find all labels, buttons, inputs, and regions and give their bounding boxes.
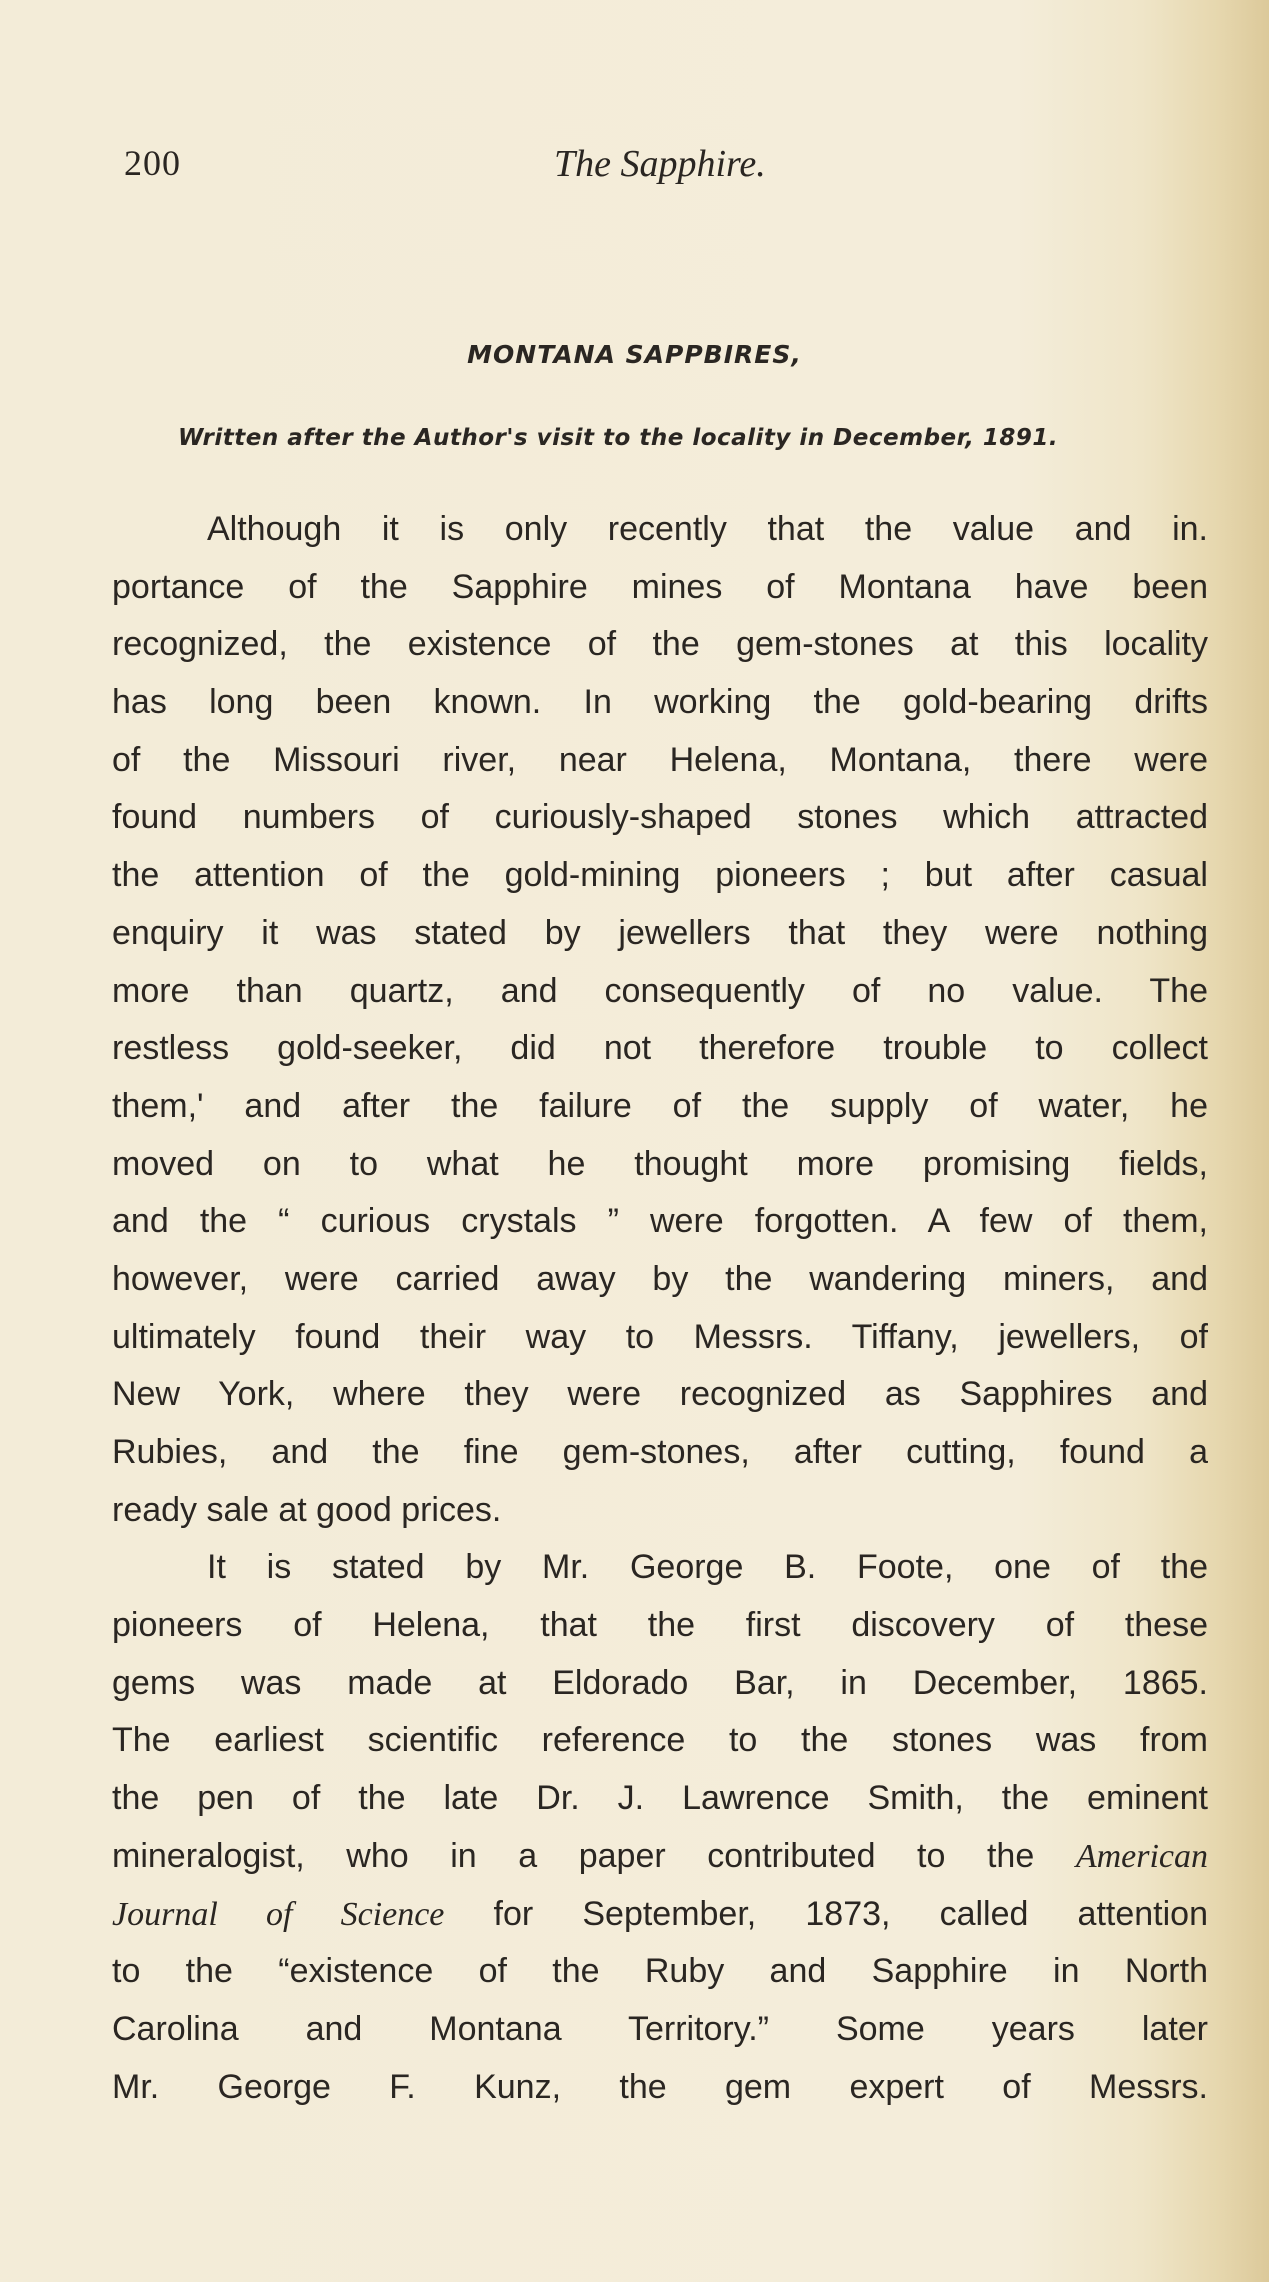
body-text <box>112 501 1208 2116</box>
text-run: mineralogist, who in a paper contributed to the <box>112 1836 1076 1875</box>
text-line <box>112 1886 1208 1944</box>
text-line: Mr. George F. Kunz, the gem expert of Messrs. <box>112 2067 1208 2106</box>
journal-title-italic: American <box>1075 1837 1208 1875</box>
text-line: found numbers of curiously-shaped stones which attracted <box>112 798 1208 837</box>
text-line: enquiry it was stated by jewellers that they were nothing <box>112 913 1208 952</box>
text-run: for September, 1873, called attention <box>444 1894 1208 1933</box>
text-line: recognized, the existence of the gem-stones at this locality <box>112 625 1208 664</box>
page-number: 200 <box>124 143 181 183</box>
text-line: The earliest scientific reference to the stones was from <box>112 1721 1208 1760</box>
text-line: more than quartz, and consequently of no value. The <box>112 971 1208 1010</box>
text-line: the attention of the gold-mining pioneers ; but after casual <box>112 856 1208 895</box>
text-line <box>112 1828 1208 1886</box>
running-head <box>124 142 1124 202</box>
text-line: and the “ curious crystals ” were forgotten. A few of them, <box>112 1202 1208 1241</box>
running-title: The Sapphire. <box>554 143 766 185</box>
journal-title-italic: Journal of Science <box>112 1895 445 1933</box>
text-line: restless gold-seeker, did not therefore trouble to collect <box>112 1029 1208 1068</box>
text-line: Carolina and Montana Territory.” Some years later <box>112 2009 1208 2048</box>
text-line: ultimately found their way to Messrs. Tiffany, jewellers, of <box>112 1317 1208 1356</box>
text-line: to the “existence of the Ruby and Sapphire in North <box>112 1952 1208 1991</box>
text-line: has long been known. In working the gold-bearing drifts <box>112 683 1208 722</box>
text-line: the pen of the late Dr. J. Lawrence Smith, the eminent <box>112 1779 1208 1818</box>
section-title: MONTANA SAPPBIRES, <box>467 340 802 369</box>
text-line: them,' and after the failure of the supply of water, he <box>112 1086 1208 1125</box>
text-line: ready sale at good prices. <box>112 1490 502 1529</box>
text-line: pioneers of Helena, that the first discovery of these <box>112 1606 1208 1645</box>
text-line: of the Missouri river, near Helena, Montana, there were <box>112 740 1208 779</box>
text-line: Rubies, and the fine gem-stones, after cutting, found a <box>112 1433 1208 1471</box>
section-subtitle: Written after the Author's visit to the locality in December, 1891. <box>178 425 1059 451</box>
text-line: New York, where they were recognized as Sapphires and <box>112 1375 1208 1414</box>
text-line: however, were carried away by the wandering miners, and <box>112 1259 1208 1298</box>
text-line: gems was made at Eldorado Bar, in December, 1865. <box>112 1663 1208 1702</box>
text-line: It is stated by Mr. George B. Foote, one of the <box>207 1548 1208 1587</box>
text-line: moved on to what he thought more promising fields, <box>112 1144 1208 1183</box>
text-line: portance of the Sapphire mines of Montana have been <box>112 567 1208 606</box>
text-line: Although it is only recently that the value and in. <box>207 510 1208 548</box>
